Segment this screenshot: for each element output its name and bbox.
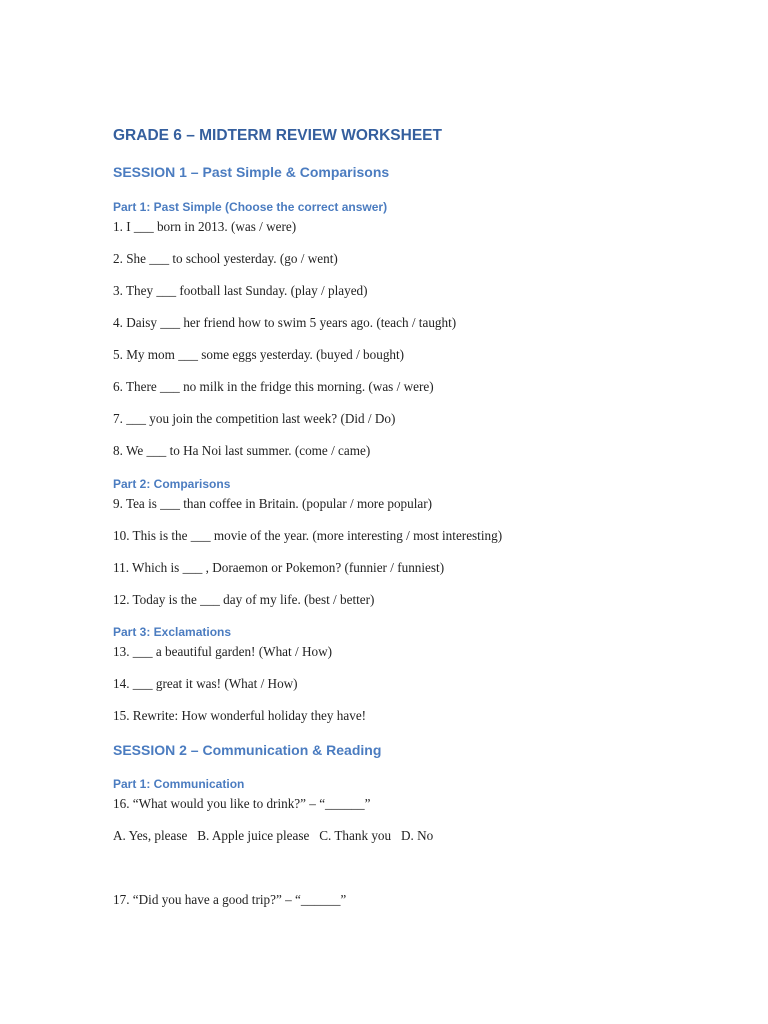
question-9: 9. Tea is ___ than coffee in Britain. (popular / more popular) [113, 496, 433, 511]
question-2: 2. She ___ to school yesterday. (go / went) [113, 251, 338, 266]
question-14: 14. ___ great it was! (What / How) [113, 676, 298, 691]
session-2-part-1-heading: Part 1: Communication [113, 777, 245, 791]
session-1-part-2-heading: Part 2: Comparisons [113, 477, 231, 491]
question-10: 10. This is the ___ movie of the year. (more interesting / most interesting) [113, 528, 503, 543]
question-16-options: A. Yes, please B. Apple juice please C. Thank you D. No [113, 828, 434, 843]
question-17: 17. “Did you have a good trip?” – “______” [113, 892, 347, 907]
question-1: 1. I ___ born in 2013. (was / were) [113, 219, 297, 234]
session-2-heading: SESSION 2 – Communication & Reading [113, 742, 382, 758]
page-title: GRADE 6 – MIDTERM REVIEW WORKSHEET [113, 127, 442, 144]
question-13: 13. ___ a beautiful garden! (What / How) [113, 644, 332, 659]
question-7: 7. ___ you join the competition last week? (Did / Do) [113, 411, 396, 426]
question-12: 12. Today is the ___ day of my life. (best / better) [113, 592, 375, 607]
question-11: 11. Which is ___ , Doraemon or Pokemon? (funnier / funniest) [113, 560, 445, 575]
question-4: 4. Daisy ___ her friend how to swim 5 years ago. (teach / taught) [113, 315, 457, 330]
session-1-heading: SESSION 1 – Past Simple & Comparisons [113, 164, 390, 180]
question-15: 15. Rewrite: How wonderful holiday they have! [113, 708, 367, 723]
question-3: 3. They ___ football last Sunday. (play / played) [113, 283, 368, 298]
session-1-part-1-heading: Part 1: Past Simple (Choose the correct answer) [113, 200, 388, 214]
question-5: 5. My mom ___ some eggs yesterday. (buyed / bought) [113, 347, 405, 362]
question-8: 8. We ___ to Ha Noi last summer. (come / came) [113, 443, 371, 458]
session-1-part-3-heading: Part 3: Exclamations [113, 625, 232, 639]
question-6: 6. There ___ no milk in the fridge this morning. (was / were) [113, 379, 434, 394]
question-16: 16. “What would you like to drink?” – “______” [113, 796, 371, 811]
